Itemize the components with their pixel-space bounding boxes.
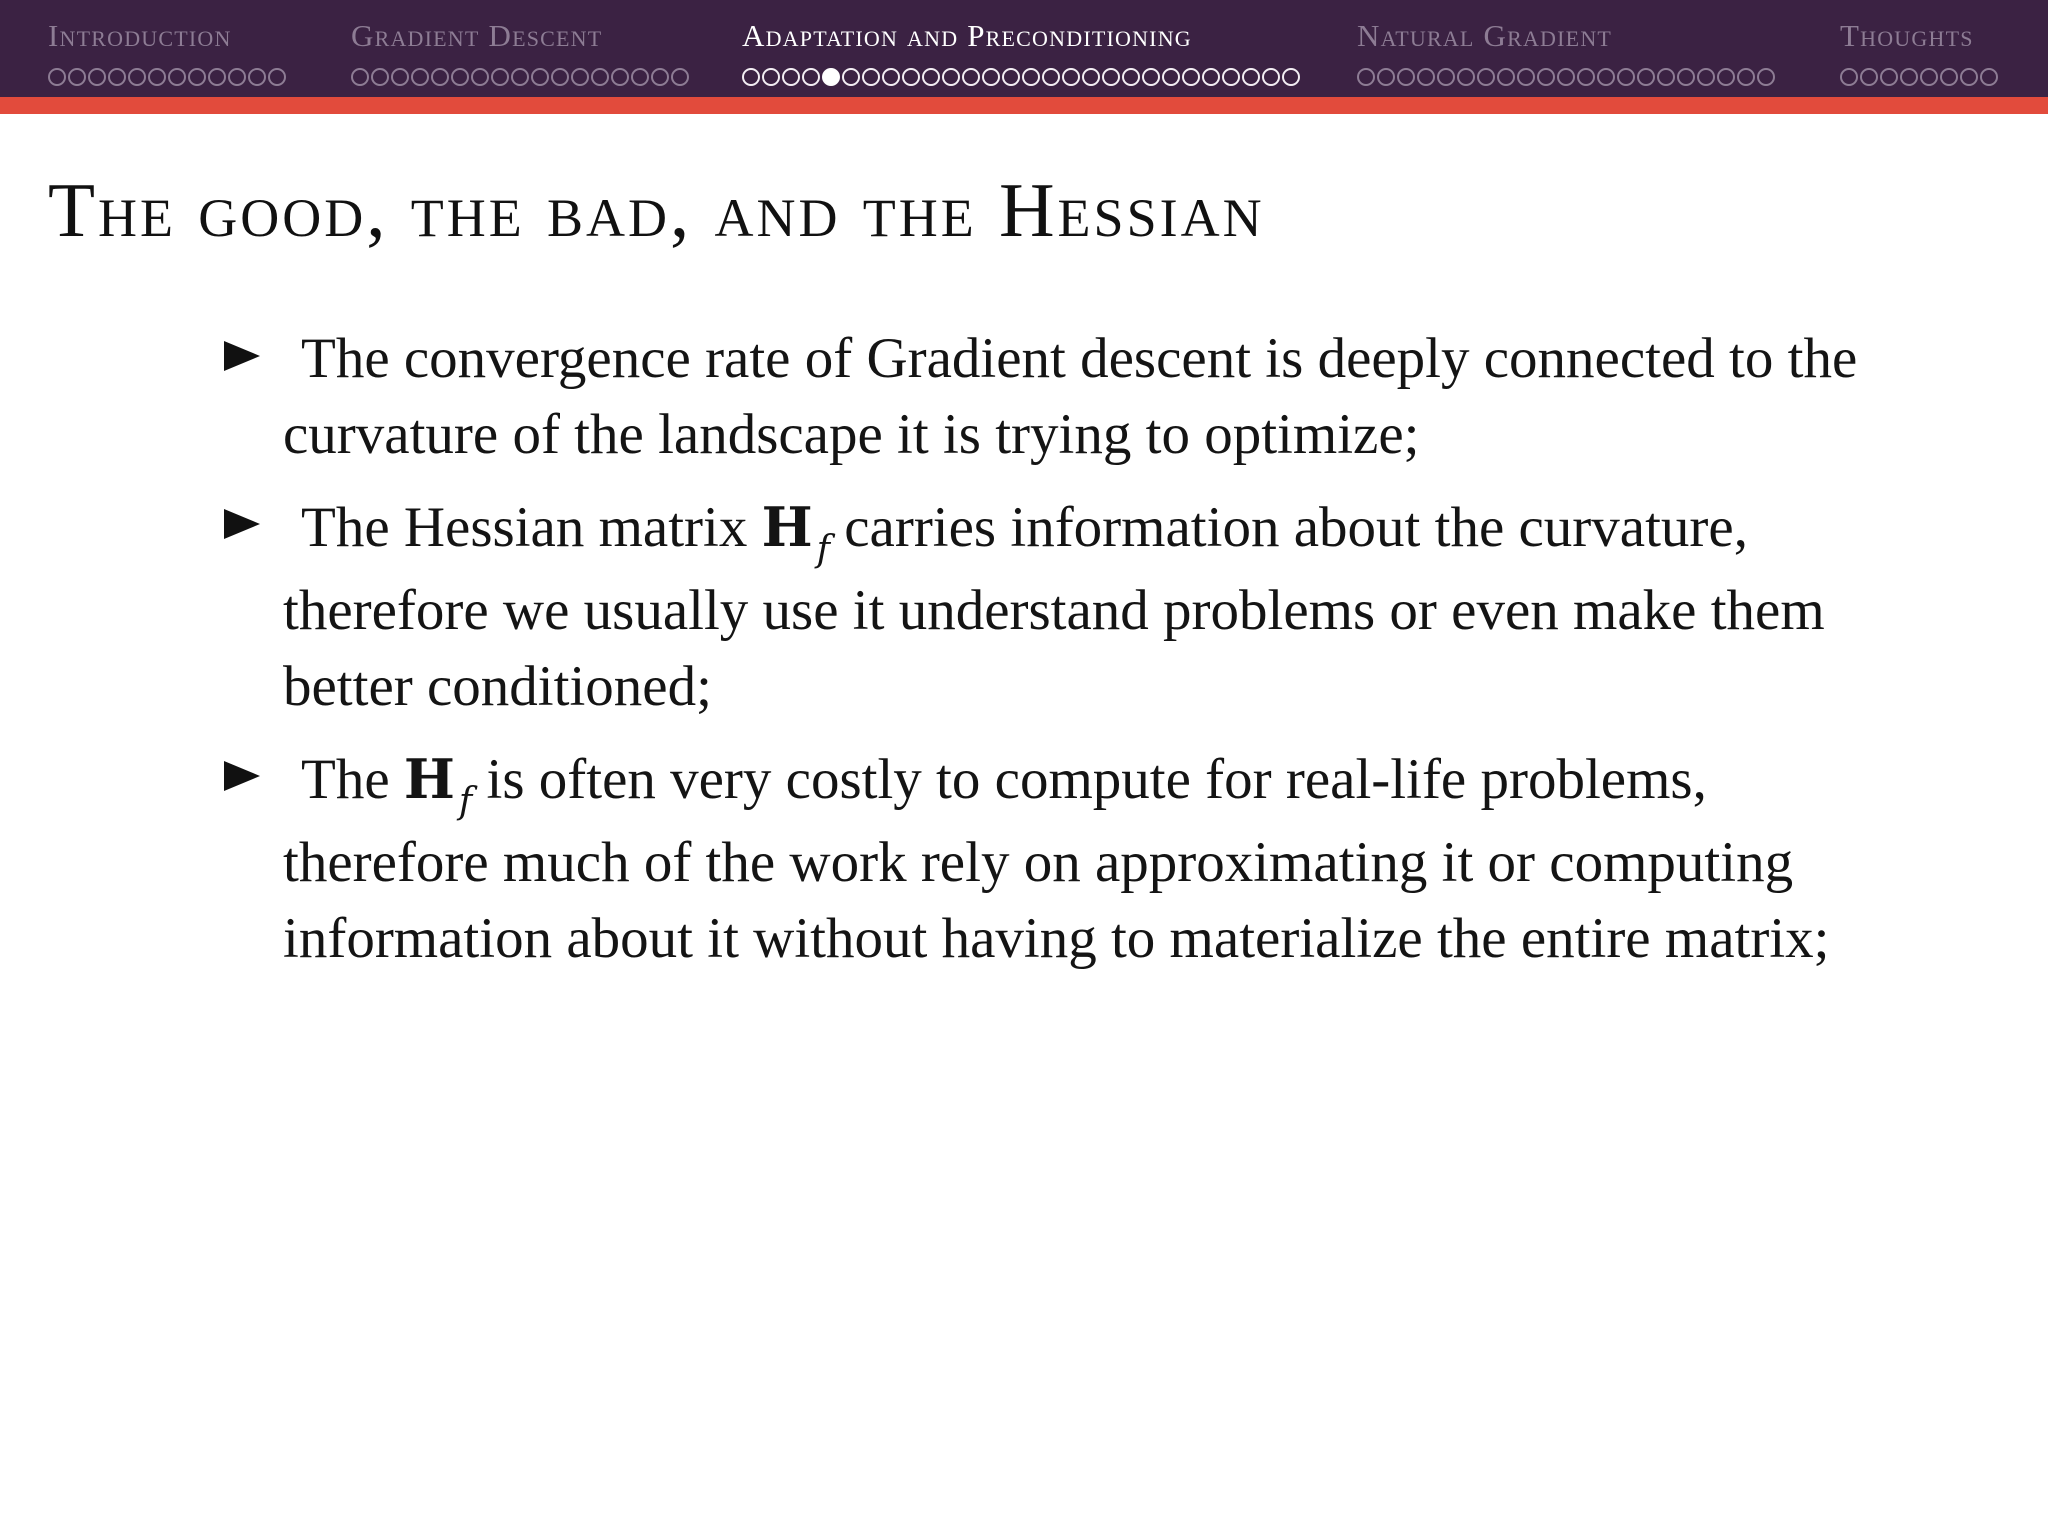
slide-dot[interactable] (862, 68, 880, 86)
slide-dot[interactable] (962, 68, 980, 86)
slide-dot[interactable] (1637, 68, 1655, 86)
slide-dot[interactable] (371, 68, 389, 86)
slide-dot[interactable] (1577, 68, 1595, 86)
slide-dot[interactable] (1840, 68, 1858, 86)
slide-dot[interactable] (1920, 68, 1938, 86)
nav-slide-dots (1357, 68, 1775, 86)
slide-dot[interactable] (922, 68, 940, 86)
slide-dot[interactable] (1617, 68, 1635, 86)
slide-dot[interactable] (1517, 68, 1535, 86)
nav-section-title: Natural Gradient (1357, 18, 1613, 53)
bullet-line (283, 649, 1923, 725)
bullet-text-part: The Hessian matrix (301, 496, 748, 559)
slide-dot[interactable] (1042, 68, 1060, 86)
slide-dot[interactable] (1657, 68, 1675, 86)
bullet-line (283, 573, 1923, 649)
slide-dot[interactable] (631, 68, 649, 86)
bullet-text (283, 741, 1923, 977)
slide-dot[interactable] (611, 68, 629, 86)
slide-dot[interactable] (902, 68, 920, 86)
nav-slide-dots (1840, 68, 1998, 86)
slide-dot[interactable] (1282, 68, 1300, 86)
slide-dot[interactable] (671, 68, 689, 86)
slide-dot[interactable] (188, 68, 206, 86)
slide-dot[interactable] (551, 68, 569, 86)
slide-dot[interactable] (1537, 68, 1555, 86)
bullet-text-part: therefore much of the work rely on approximating it or computing (283, 831, 1794, 894)
slide-dot[interactable] (391, 68, 409, 86)
slide-dot[interactable] (491, 68, 509, 86)
bullet-text-part: carries information about the curvature, (844, 496, 1748, 559)
slide-dot[interactable] (1717, 68, 1735, 86)
math-subscript: f (816, 529, 830, 570)
slide-dot[interactable] (248, 68, 266, 86)
bullet-item-convergence (283, 321, 1923, 473)
nav-slide-dots (742, 68, 1300, 86)
slide-dot[interactable] (762, 68, 780, 86)
slide-dot[interactable] (651, 68, 669, 86)
math-symbol: H (761, 495, 813, 559)
slide-dot[interactable] (108, 68, 126, 86)
bullet-text-part: better conditioned; (283, 655, 712, 718)
slide-dot[interactable] (511, 68, 529, 86)
bullet-line (283, 397, 1923, 473)
slide-dot[interactable] (1677, 68, 1695, 86)
math-symbol: H (403, 747, 455, 811)
slide-dot[interactable] (1002, 68, 1020, 86)
bullet-text-part: curvature of the landscape it is trying to optimize; (283, 403, 1420, 466)
slide-dot[interactable] (148, 68, 166, 86)
nav-section-title: Gradient Descent (351, 18, 603, 53)
bullet-text (283, 321, 1923, 473)
slide-dot[interactable] (802, 68, 820, 86)
slide-dot[interactable] (531, 68, 549, 86)
nav-section-title: Introduction (48, 18, 232, 53)
slide-dot[interactable] (351, 68, 369, 86)
slide-dot[interactable] (1262, 68, 1280, 86)
slide-dot[interactable] (208, 68, 226, 86)
slide-dot[interactable] (571, 68, 589, 86)
slide-dot[interactable] (882, 68, 900, 86)
slide-dot[interactable] (1222, 68, 1240, 86)
slide-dot[interactable] (1122, 68, 1140, 86)
slide-dot[interactable] (1417, 68, 1435, 86)
bullet-text-part: therefore we usually use it understand problems or even make them (283, 579, 1825, 642)
bullet-item-hessian-curvature (283, 489, 1923, 725)
slide-dot[interactable] (48, 68, 66, 86)
triangle-right-icon (224, 509, 260, 539)
slide-dot[interactable] (451, 68, 469, 86)
slide-dot[interactable] (411, 68, 429, 86)
slide-dot[interactable] (431, 68, 449, 86)
slide-dot[interactable] (591, 68, 609, 86)
slide-dot[interactable] (1142, 68, 1160, 86)
slide-dot[interactable] (268, 68, 286, 86)
slide-dot[interactable] (68, 68, 86, 86)
nav-section-gradient-descent[interactable] (351, 20, 689, 86)
nav-slide-dots (48, 68, 286, 86)
nav-section-adaptation-and-preconditioning[interactable] (742, 20, 1300, 86)
hessian-symbol (403, 747, 473, 822)
bullet-line (283, 741, 1923, 825)
slide-dot[interactable] (1940, 68, 1958, 86)
slide-dot[interactable] (1980, 68, 1998, 86)
slide-dot[interactable] (1697, 68, 1715, 86)
bullet-text-part: The (301, 748, 390, 811)
slide-dot[interactable] (168, 68, 186, 86)
slide-dot[interactable] (1357, 68, 1375, 86)
slide-dot[interactable] (1737, 68, 1755, 86)
nav-section-thoughts[interactable] (1840, 20, 1998, 86)
slide-dot[interactable] (1242, 68, 1260, 86)
slide-dot[interactable] (942, 68, 960, 86)
slide-dot[interactable] (1062, 68, 1080, 86)
slide-dot[interactable] (1960, 68, 1978, 86)
slide-dot[interactable] (128, 68, 146, 86)
slide-dot[interactable] (228, 68, 246, 86)
slide-dot[interactable] (1437, 68, 1455, 86)
bullet-line (283, 489, 1923, 573)
bullet-line (283, 321, 1923, 397)
slide-dot[interactable] (1182, 68, 1200, 86)
bullet-line (283, 901, 1923, 977)
nav-section-title: Adaptation and Preconditioning (742, 18, 1192, 53)
slide-dot[interactable] (1477, 68, 1495, 86)
bullet-text-part: The convergence rate of Gradient descent is deeply connected to the (301, 327, 1858, 390)
current-slide-dot[interactable] (822, 68, 840, 86)
bullet-list (283, 321, 1923, 993)
slide-dot[interactable] (1860, 68, 1878, 86)
section-navigation (0, 0, 2048, 97)
header-accent-bar (0, 97, 2048, 114)
triangle-right-icon (224, 761, 260, 791)
slide-dot[interactable] (1377, 68, 1395, 86)
slide-dot[interactable] (1880, 68, 1898, 86)
slide-dot[interactable] (1397, 68, 1415, 86)
slide-dot[interactable] (782, 68, 800, 86)
slide-dot[interactable] (1082, 68, 1100, 86)
slide-dot[interactable] (1900, 68, 1918, 86)
slide-dot[interactable] (1757, 68, 1775, 86)
slide-dot[interactable] (1202, 68, 1220, 86)
slide-dot[interactable] (471, 68, 489, 86)
nav-section-natural-gradient[interactable] (1357, 20, 1775, 86)
slide-dot[interactable] (1022, 68, 1040, 86)
slide-dot[interactable] (1557, 68, 1575, 86)
slide-title: The good, the bad, and the Hessian (48, 167, 1265, 253)
nav-section-title: Thoughts (1840, 18, 1974, 53)
triangle-right-icon (224, 341, 260, 371)
bullet-text-part: is often very costly to compute for real-life problems, (486, 748, 1707, 811)
math-subscript: f (458, 781, 473, 822)
slide-dot[interactable] (1457, 68, 1475, 86)
bullet-item-hessian-cost (283, 741, 1923, 977)
nav-slide-dots (351, 68, 689, 86)
bullet-text-part: information about it without having to materialize the entire matrix; (283, 907, 1830, 970)
bullet-text (283, 489, 1923, 725)
slide-dot[interactable] (1162, 68, 1180, 86)
hessian-symbol (761, 495, 830, 570)
slide-dot[interactable] (1597, 68, 1615, 86)
slide-dot[interactable] (982, 68, 1000, 86)
bullet-line (283, 825, 1923, 901)
nav-section-introduction[interactable] (48, 20, 286, 86)
slide-dot[interactable] (842, 68, 860, 86)
slide-dot[interactable] (88, 68, 106, 86)
slide-dot[interactable] (1497, 68, 1515, 86)
slide-dot[interactable] (1102, 68, 1120, 86)
slide-dot[interactable] (742, 68, 760, 86)
